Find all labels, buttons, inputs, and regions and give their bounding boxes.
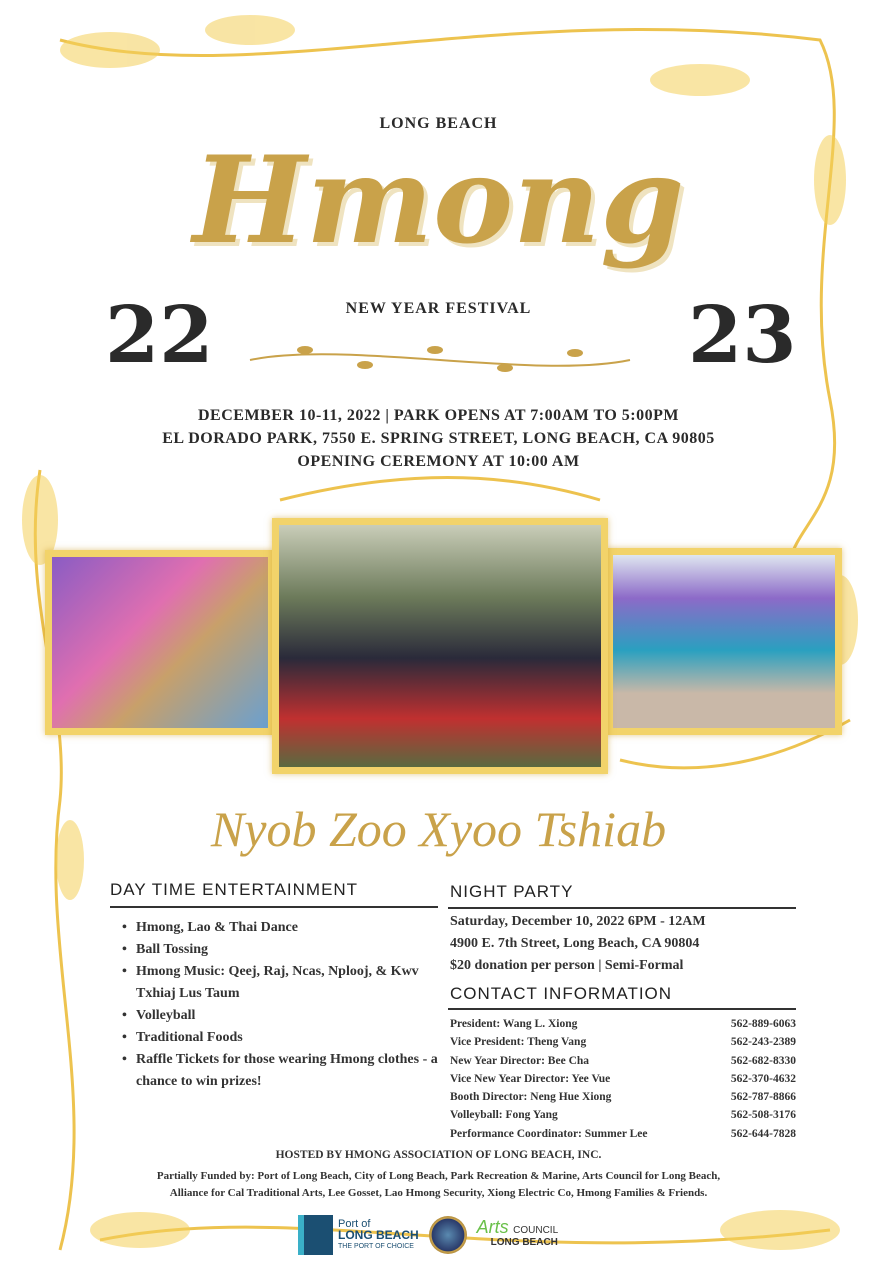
city-seal-logo [429, 1216, 467, 1254]
photo-performance [606, 548, 842, 735]
event-details [0, 404, 877, 473]
sponsor-logos [298, 1215, 558, 1255]
year-right: 23 [688, 290, 797, 381]
festival-subtitle: NEW YEAR FESTIVAL [345, 300, 532, 317]
contact-row: Performance Coordinator: Summer Lee 562-644-7828 [450, 1127, 796, 1140]
event-dates: DECEMBER 10-11, 2022 | PARK OPENS AT 7:00AM TO 5:00PM [198, 407, 679, 424]
year-left: 22 [105, 290, 214, 381]
list-item: • Hmong Music: Qeej, Raj, Ncas, Nplooj, & Kwv Txhiaj Lus Taum [122, 961, 442, 1005]
arts-council-logo: Arts COUNCIL LONG BEACH [476, 1217, 559, 1248]
list-item: • Raffle Tickets for those wearing Hmong clothes - a chance to win prizes! [122, 1049, 442, 1093]
funding-line: Partially Funded by: Port of Long Beach, City of Long Beach, Park Recreation & Marine, Arts Council for Long Beach, [156, 1170, 721, 1182]
contact-divider [448, 1008, 796, 1010]
greeting-script: Nyob Zoo Xyoo Tshiab [210, 801, 667, 857]
contact-row: New Year Director: Bee Cha 562-682-8330 [450, 1054, 796, 1067]
daytime-list [122, 917, 442, 1093]
hosted-by: HOSTED BY HMONG ASSOCIATION OF LONG BEACH, INC. [275, 1149, 602, 1161]
photo-winners [45, 550, 275, 735]
night-date: Saturday, December 10, 2022 6PM - 12AM [450, 914, 706, 929]
branch-ornament [245, 335, 635, 385]
event-location: EL DORADO PARK, 7550 E. SPRING STREET, LONG BEACH, CA 90805 [162, 430, 715, 447]
photo-ribbon-cutting [272, 518, 608, 774]
night-heading: NIGHT PARTY [450, 882, 574, 901]
list-item: • Hmong, Lao & Thai Dance [122, 917, 442, 939]
night-address: 4900 E. 7th Street, Long Beach, CA 90804 [450, 936, 700, 951]
port-logo: Port of LONG BEACH THE PORT OF CHOICE [298, 1215, 419, 1255]
opening-ceremony: OPENING CEREMONY AT 10:00 AM [297, 453, 580, 470]
daytime-divider [110, 906, 438, 908]
contact-row: Vice New Year Director: Yee Vue 562-370-4632 [450, 1072, 796, 1085]
contact-row: Booth Director: Neng Hue Xiong 562-787-8866 [450, 1091, 796, 1104]
contact-heading: CONTACT INFORMATION [450, 984, 673, 1003]
daytime-heading: DAY TIME ENTERTAINMENT [110, 880, 359, 899]
funding-line: Alliance for Cal Traditional Arts, Lee Gosset, Lao Hmong Security, Xiong Electric Co, Hmong Families & Friends. [169, 1187, 708, 1199]
contact-table [450, 1015, 796, 1143]
night-divider [448, 907, 796, 909]
city-label: LONG BEACH [379, 115, 498, 132]
list-item: • Volleyball [122, 1005, 442, 1027]
list-item: • Traditional Foods [122, 1027, 442, 1049]
night-price: $20 donation per person | Semi-Formal [450, 958, 684, 973]
contact-row: Volleyball: Fong Yang 562-508-3176 [450, 1109, 796, 1122]
night-details [450, 911, 706, 977]
contact-row: President: Wang L. Xiong 562-889-6063 [450, 1018, 796, 1030]
contact-row: Vice President: Theng Vang 562-243-2389 [450, 1036, 796, 1049]
funding-credits [0, 1168, 877, 1202]
list-item: • Ball Tossing [122, 939, 442, 961]
festival-title: Hmong [192, 130, 685, 271]
